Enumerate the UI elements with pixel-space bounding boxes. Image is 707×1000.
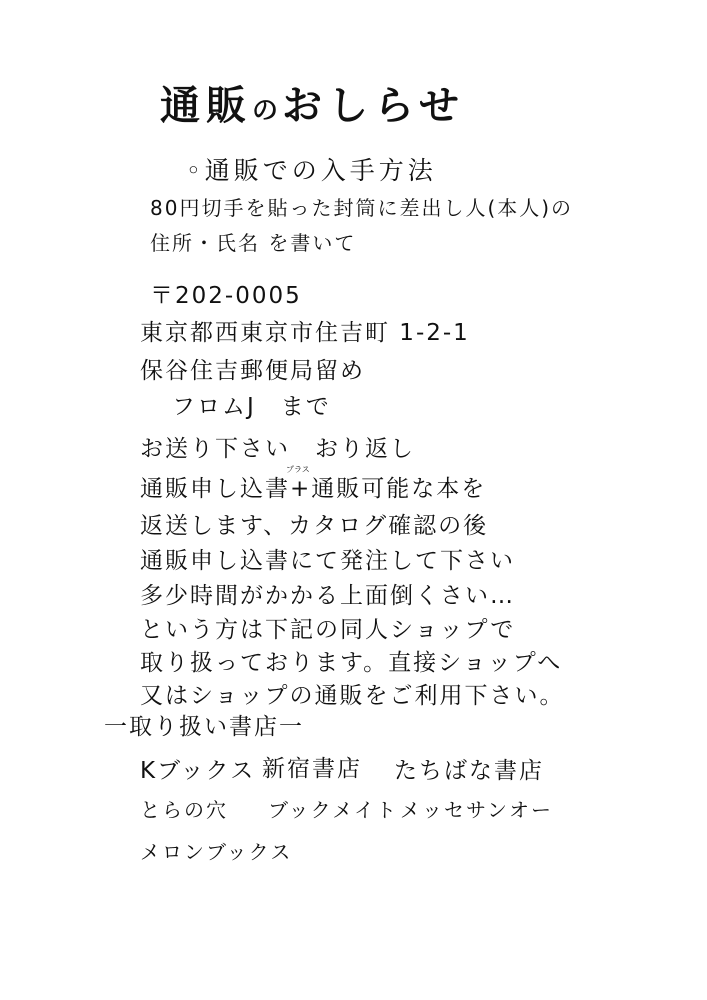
shop-item: メロンブックス — [140, 840, 293, 864]
shop-item: Kブックス — [140, 758, 256, 784]
method-line-2: 住所・氏名 を書いて — [150, 231, 357, 255]
shop-item: とらの穴 — [140, 798, 228, 822]
body-line-3: 返送します、カタログ確認の後 — [140, 513, 489, 539]
page-title — [160, 83, 465, 129]
plus-sign: + — [290, 476, 312, 502]
body-line-1: お送り下さい おり返し — [140, 436, 415, 462]
shop-item: 新宿書店 — [262, 756, 362, 782]
shop-item: メッセサンオー — [400, 798, 553, 822]
method-heading: ◦通販での入手方法 — [186, 156, 437, 185]
method-line-1: 80円切手を貼った封筒に差出し人(本人)の — [150, 196, 574, 220]
shop-item: たちばな書店 — [394, 758, 544, 784]
body-line-2-a: 通販申し込書 — [140, 476, 290, 502]
body-line-4: 通販申し込書にて発注して下さい — [140, 548, 515, 574]
body-line-5: 多少時間がかかる上面倒くさい… — [140, 583, 515, 609]
plus-ruby: プラス — [286, 465, 310, 474]
title-main-2: おしらせ — [282, 83, 465, 129]
shops-heading: 一取り扱い書店一 — [104, 714, 304, 740]
body-line-8: 又はショップの通販をご利用下さい。 — [140, 683, 565, 709]
address-line-1: 東京都西東京市住吉町 1-2-1 — [140, 320, 470, 346]
body-line-2 — [140, 465, 487, 502]
address-line-2: 保谷住吉郵便局留め — [140, 358, 365, 384]
title-particle: の — [252, 96, 283, 126]
body-line-7: 取り扱っております。直接ショップへ — [140, 650, 563, 676]
postal-code: 〒202-0005 — [150, 283, 302, 309]
body-line-6: という方は下記の同人ショップで — [140, 617, 516, 643]
plus-mark — [286, 465, 312, 502]
shop-item: ブックメイト — [268, 798, 398, 822]
body-line-2-b: 通販可能な本を — [311, 476, 487, 502]
address-line-3: フロムJ まで — [172, 394, 331, 420]
title-main-1: 通販 — [160, 83, 252, 129]
